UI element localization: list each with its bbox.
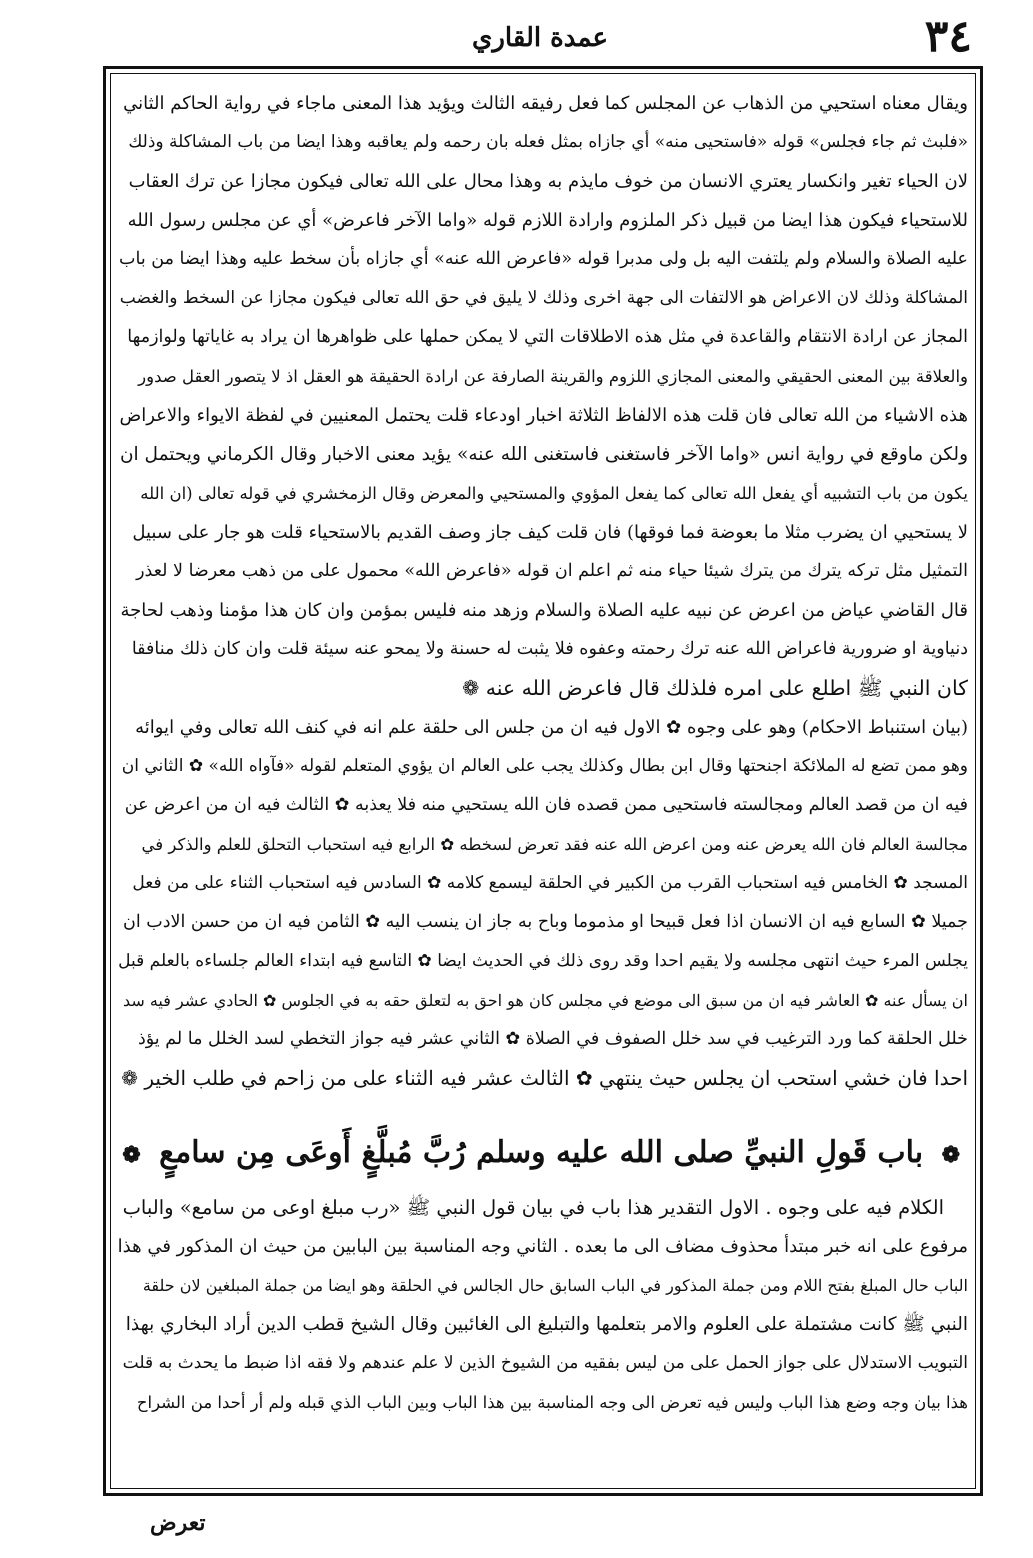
text-line: جميلا ✿ السابع فيه ان الانسان اذا فعل قبيحا او مذموما وباح به جاز ان ينسب اليه ✿ الثامن فيه ان من حسن الادب ان	[122, 912, 968, 932]
text-line: لا يستحيي ان يضرب مثلا ما بعوضة فما فوقها) فان قلت كيف جاز وصف القديم بالاستحياء قلت هو جار على سبيل	[132, 522, 968, 543]
text-line: ان يسأل عنه ✿ العاشر فيه ان من سبق الى موضع في مجلس كان هو احق به لتعلق حقه به في الجلوس ✿ الحادي عشر فيه سد	[122, 991, 968, 1010]
text-line: الباب حال المبلغ بفتح اللام ومن جملة المذكور في الباب السابق حال الجالس في الحلقة وهو ايضا من جملة المبلغين لان حلقة	[142, 1276, 968, 1295]
text-line: عليه الصلاة والسلام ولم يلتفت اليه بل ولى مدبرا قوله «فاعرض الله عنه» أي جازاه بأن سخط عليه وهذا ايضا من باب	[119, 249, 968, 269]
chapter-paragraph	[118, 1188, 968, 1422]
text-line: (بيان استنباط الاحكام) وهو على وجوه ✿ الاول فيه ان من جلس الى حلقة علم انه في كنف الله تعالى وفي ايوائه	[135, 717, 968, 738]
text-line: قال القاضي عياض من اعرض عن نبيه عليه الصلاة والسلام وزهد منه فليس بمؤمن وان كان هذا مؤمنا وذهب لحاجة	[120, 600, 968, 621]
text-line: وهو ممن تضع له الملائكة اجنحتها وقال ابن بطال وكذلك يجب على العالم ان يؤوي المتعلم لقوله «فآواه الله» ✿ الثاني ان	[121, 756, 968, 776]
text-line: هذه الاشياء من الله تعالى فان قلت هذه الالفاظ الثلاثة اخبار اودعاء قلت يحتمل المعنيين في لفظة الايواء والاعراض	[119, 405, 968, 426]
text-line: هذا بيان وجه وضع هذا الباب وليس فيه تعرض الى وجه المناسبة بين هذا الباب وبين الباب الذي قبله ولم أر أحدا من الشراح	[136, 1393, 968, 1412]
section-spacer	[118, 1098, 968, 1118]
text-line: الكلام فيه على وجوه . الاول التقدير هذا باب في بيان قول النبي ﷺ «رب مبلغ اوعى من سامع» والباب	[122, 1196, 944, 1219]
text-line: النبي ﷺ كانت مشتملة على العلوم والامر بتعلمها والتبليغ الى الغائبين وقال الشيخ قطب الدين أراد البخاري بهذا	[125, 1314, 968, 1335]
text-line: المجاز عن ارادة الانتقام والقاعدة في مثل هذه الاطلاقات التي لا يمكن حملها على ظواهرها ان يراد به غاياتها ولوازمها	[127, 327, 968, 347]
page-number: ٣٤	[924, 11, 972, 62]
text-line: لان الحياء تغير وانكسار يعتري الانسان من خوف مايذم به وهذا محال على الله تعالى فيكون مجازا عن ترك العقاب	[128, 171, 968, 192]
text-line: فيه ان من قصد العالم ومجالسته فاستحيى ممن قصده فان الله يستحيي منه فلا يعذبه ✿ الثالث فيه ان من اعرض عن	[124, 795, 968, 815]
text-line: المشاكلة وذلك لان الاعراض هو الالتفات الى جهة اخرى وذلك لا يليق في حق الله تعالى فيكون مجازا عن السخط والغضب	[119, 288, 968, 308]
text-line: ويقال معناه استحيي من الذهاب عن المجلس كما فعل رفيقه الثالث ويؤيد هذا المعنى ماجاء في رواية الحاكم الثاني	[123, 93, 968, 114]
text-line: ولكن ماوقع في رواية انس «واما الآخر فاستغنى فاستغنى الله عنه» يؤيد معنى الاخبار وقال الكرماني ويحتمل ان	[119, 444, 968, 465]
text-line: المسجد ✿ الخامس فيه استحباب القرب من الكبير في الحلقة ليسمع كلامه ✿ السادس فيه استحباب الثناء على من فعل	[132, 873, 968, 893]
page-body	[118, 84, 968, 1484]
text-line: كان النبي ﷺ اطلع على امره فلذلك قال فاعرض الله عنه ❁	[462, 676, 968, 700]
text-line: مجالسة العالم فان الله يعرض عنه ومن اعرض الله عنه فقد تعرض لسخطه ✿ الرابع فيه استحباب التحلق للعلم والذكر في	[141, 835, 968, 854]
page-header	[100, 11, 980, 62]
commentary-paragraph	[118, 84, 968, 708]
text-line: «فلبث ثم جاء فجلس» قوله «فاستحيى منه» أي جازاه بمثل فعله بان رحمه ولم يعاقبه وهذا ايضا من باب المشاكلة وذلك	[128, 132, 968, 152]
catchword: تعرض	[150, 1510, 206, 1536]
text-line: التمثيل مثل تركه يترك من يترك شيئا حياء منه ثم اعلم ان قوله «فاعرض الله» محمول على من ذهب معرضا لا لعذر	[136, 561, 968, 581]
running-title: عمدة القاري	[472, 23, 608, 53]
text-line: يجلس المرء حيث انتهى مجلسه ولا يقيم احدا وقد روى ذلك في الحديث ايضا ✿ التاسع فيه ابتداء العالم جلساءه بالعلم قبل	[118, 951, 968, 971]
ornament-icon: ❁	[941, 1142, 960, 1168]
rulings-paragraph	[118, 708, 968, 1098]
text-line: دنياوية او ضرورية فاعراض الله عنه ترك رحمته وعفوه فلا يثبت له حسنة ولا يمحو عنه سيئة قلت وان كان ذلك منافقا	[131, 639, 968, 659]
text-line: والعلاقة بين المعنى الحقيقي والمعنى المجازي اللزوم والقرينة الصارفة عن ارادة الحقيقة هو العقل اذ لا يتصور العقل صدور	[138, 367, 968, 386]
text-line: يكون من باب التشبيه أي يفعل الله تعالى كما يفعل المؤوي والمستحيي والمعرض وقال الزمخشري في قوله تعالى (ان الله	[140, 484, 968, 503]
text-line: التبويب الاستدلال على جواز الحمل على من ليس بفقيه من الشيوخ الذين لا علم عندهم ولا فقه اذا ضبط ما يحدث به قلت	[122, 1353, 968, 1373]
ornament-icon: ❁	[122, 1142, 141, 1168]
text-line: خلل الحلقة كما ورد الترغيب في سد خلل الصفوف في الصلاة ✿ الثاني عشر فيه جواز التخطي لسد الخلل ما لم يؤذ	[137, 1029, 968, 1049]
text-line: للاستحياء فيكون هذا ايضا من قبيل ذكر الملزوم وارادة اللازم قوله «واما الآخر فاعرض» أي عن مجلس رسول الله	[127, 210, 968, 231]
chapter-title: باب قَولِ النبيِّ صلى الله عليه وسلم رُبَّ مُبلَّغٍ أَوعَى مِن سامعٍ	[159, 1135, 924, 1170]
text-line: احدا فان خشي استحب ان يجلس حيث ينتهي ✿ الثالث عشر فيه الثناء على من زاحم في طلب الخير ❁	[121, 1066, 968, 1090]
text-line: مرفوع على انه خبر مبتدأ محذوف مضاف الى ما بعده . الثاني وجه المناسبة بين البابين من حيث ان المذكور في هذا	[118, 1236, 968, 1257]
chapter-heading	[118, 1118, 968, 1188]
